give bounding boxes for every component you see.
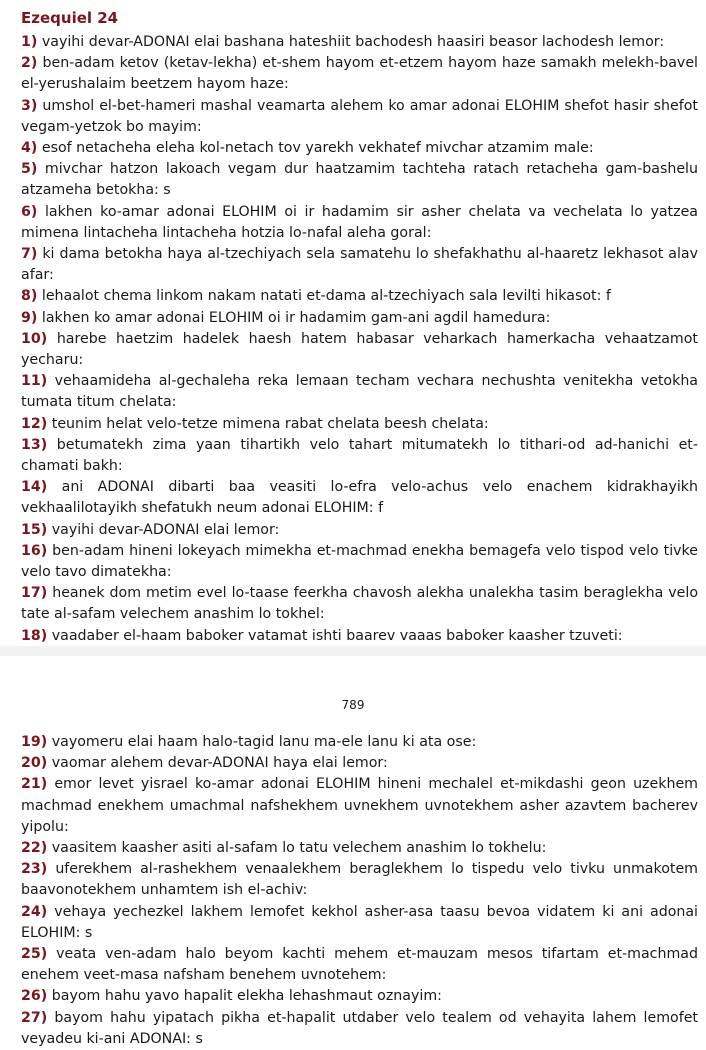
verse-text: vaadaber el-haam baboker vatamat ishti baarev vaaas baboker kaasher tzuveti: — [51, 627, 623, 644]
verse — [21, 541, 698, 583]
page-number: 789 — [341, 698, 365, 712]
verse-text: lehaalot chema linkom nakam natati et-dama al-tzechiyach sala levilti hikasot: f — [41, 288, 611, 305]
verse-number: 19) — [21, 734, 48, 750]
verse-text: umshol el-bet-hameri mashal veamarta alehem ko amar adonai ELOHIM shefot hasir shefot vegam-yetzok bo mayim: — [21, 97, 698, 135]
verse-text: lakhen ko-amar adonai ELOHIM oi ir hadamim sir asher chelata va vechelata lo yatzea mimena lintacheha lintacheha hotzia lo-nafal aleha goral: — [21, 203, 698, 241]
verse-number: 15) — [21, 521, 48, 538]
verse-number: 3) — [21, 97, 38, 114]
verse — [21, 96, 698, 138]
verse-number: 4) — [21, 140, 38, 157]
verse — [21, 902, 698, 944]
verse — [21, 371, 698, 413]
verse — [21, 859, 698, 901]
verse-text: esof netacheha eleha kol-netach tov yarekh vekhatef mivchar atzamim male: — [41, 140, 594, 157]
verse — [21, 435, 698, 477]
verse-text: mivchar hatzon lakoach vegam dur haatzamim tachteha ratach retacheha gam-bashelu atzameha betokha: s — [21, 161, 698, 199]
verse-number: 21) — [21, 776, 48, 793]
verse-text: teunim helat velo-tetze mimena rabat chelata beesh chelata: — [51, 415, 489, 432]
verse-text: vayihi devar-ADONAI elai lemor: — [51, 521, 280, 538]
verse-number: 12) — [21, 415, 48, 432]
verse — [21, 732, 698, 753]
verse-number: 17) — [21, 585, 48, 602]
verse-number: 16) — [21, 542, 48, 559]
verse — [21, 944, 698, 986]
verse-number: 7) — [21, 246, 38, 263]
verse-text: lakhen ko amar adonai ELOHIM oi ir hadamim gam-ani agdil hamedura: — [41, 309, 551, 326]
verse-text: ben-adam hineni lokeyach mimekha et-machmad enekha bemagefa velo tispod velo tivke velo tavo dimatekha: — [21, 542, 698, 581]
verse-number: 26) — [21, 988, 48, 1005]
verse-number: 8) — [21, 288, 38, 305]
verse — [21, 753, 698, 774]
verse-number: 24) — [21, 903, 48, 920]
verse-text: betumatekh zima yaan tihartikh velo tahart mitumatekh lo tithari-od ad-hanichi et-chamati bakh: — [21, 436, 698, 475]
verse — [21, 159, 698, 201]
verse-list-bottom — [21, 732, 698, 1050]
verse-text: ben-adam ketov (ketav-lekha) et-shem hayom et-etzem hayom haze samakh melekh-bavel el-yerushalaim beetzem hayom haze: — [21, 55, 699, 93]
verse-text: bayom hahu yavo hapalit elekha lehashmaut oznayim: — [51, 988, 442, 1005]
verse-text: vehaya yechezkel lakhem lemofet kekhol asher-asa taasu bevoa vidatem ki ani adonai ELOHIM: s — [21, 903, 699, 941]
verse — [21, 986, 698, 1007]
verse-number: 27) — [21, 1009, 48, 1026]
verse-text: vayihi devar-ADONAI elai bashana hateshiit bachodesh haasiri beasor lachodesh lemor: — [41, 34, 665, 50]
verse-number: 11) — [21, 373, 48, 390]
verse-number: 1) — [21, 34, 38, 50]
verse — [21, 202, 698, 244]
verse-number: 14) — [21, 479, 48, 496]
verse-number: 23) — [21, 861, 48, 878]
verse-text: vehaamideha al-gechaleha reka lemaan techam vechara nechushta venitekha vetokha tumata titum chelata: — [21, 373, 699, 411]
verse-number: 20) — [21, 755, 48, 772]
verse — [21, 520, 698, 541]
verse — [21, 329, 698, 371]
verse — [21, 838, 698, 859]
verse — [21, 477, 698, 519]
verse — [21, 53, 698, 95]
verse-text: vaasitem kaasher asiti al-safam lo tatu velechem anashim lo tokhelu: — [51, 840, 547, 857]
verse-text: heanek dom metim evel lo-taase feerkha chavosh alekha unalekha tasim beraglekha velo tate al-safam velechem anashim lo tokhel: — [21, 585, 698, 623]
verse-number: 18) — [21, 627, 48, 644]
verse-text: ki dama betokha haya al-tzechiyach sela samatehu lo shefakhathu al-haaretz lekhasot alav afar: — [21, 246, 699, 284]
verse — [21, 244, 698, 286]
verse — [21, 286, 698, 307]
verse — [21, 32, 698, 53]
verse-text: veata ven-adam halo beyom kachti mehem et-mauzam mesos tifartam et-machmad enehem veet-masa nafsham benehem uvnotehem: — [21, 946, 698, 984]
verse-number: 10) — [21, 330, 48, 347]
verse-number: 13) — [21, 436, 48, 453]
verse — [21, 626, 698, 647]
verse-text: emor levet yisrael ko-amar adonai ELOHIM hineni mechalel et-mikdashi geon uzekhem machmad enekhem umachmal nafshekhem uvnekhem uvnotekhem asher azavtem bacherev yipolu: — [21, 776, 698, 835]
verse — [21, 308, 698, 329]
verse-list-top — [21, 32, 698, 647]
verse — [21, 774, 698, 838]
verse-number: 25) — [21, 946, 48, 963]
verse-number: 6) — [21, 203, 38, 220]
verse-number: 22) — [21, 840, 48, 857]
verse — [21, 583, 698, 625]
verse-text: ani ADONAI dibarti baa veasiti lo-efra velo-achus velo enachem kidrakhayikh vekhaalilotayikh shefatukh neum adonai ELOHIM: f — [21, 479, 698, 517]
chapter-title: Ezequiel 24 — [21, 9, 119, 27]
verse-text: vayomeru elai haam halo-tagid lanu ma-ele lanu ki ata ose: — [51, 734, 477, 750]
verse-number: 2) — [21, 55, 38, 72]
verse-number: 9) — [21, 309, 38, 326]
verse-number: 5) — [21, 161, 38, 178]
verse — [21, 414, 698, 435]
verse-text: uferekhem al-rashekhem venaalekhem beraglekhem lo tispedu velo tivku unmakotem baavonotekhem unhamtem ish el-achiv: — [21, 861, 699, 899]
verse — [21, 1008, 698, 1050]
verse-text: vaomar alehem devar-ADONAI haya elai lemor: — [51, 755, 388, 772]
verse-text: harebe haetzim hadelek haesh hatem habasar veharkach hamerkacha vehaatzamot yecharu: — [21, 330, 698, 369]
verse-text: bayom hahu yipatach pikha et-hapalit utdaber velo tealem od vehayita lahem lemofet veyadeu ki-ani ADONAI: s — [21, 1009, 699, 1047]
verse — [21, 138, 698, 159]
page-separator — [0, 646, 706, 656]
